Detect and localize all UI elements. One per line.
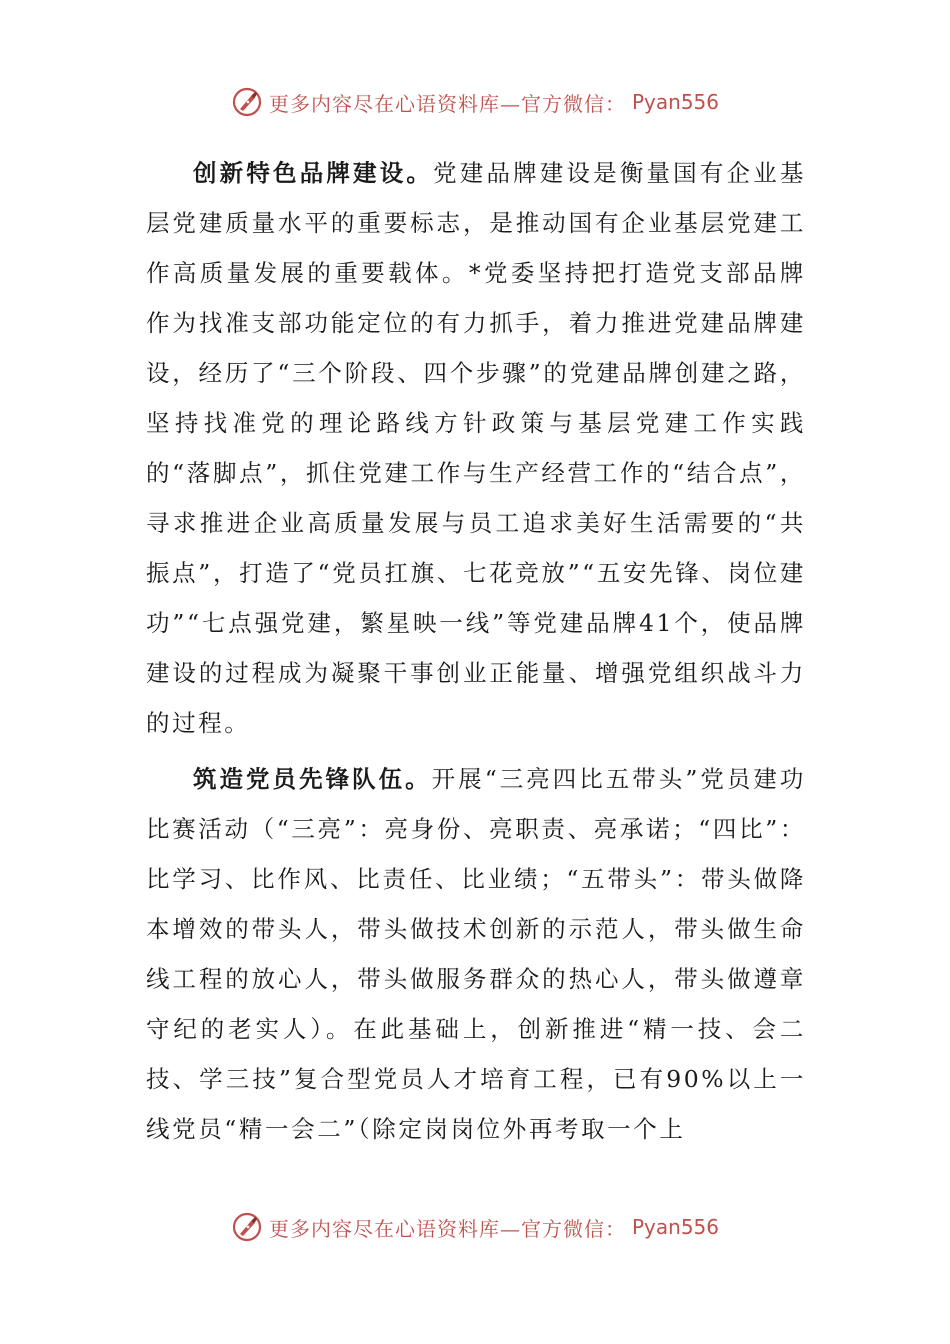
watermark-text: 更多内容尽在心语资料库—官方微信： [268, 91, 626, 116]
header-watermark [0, 86, 950, 118]
document-body [146, 148, 806, 1154]
footer-watermark [0, 1211, 950, 1243]
paragraph-heading: 创新特色品牌建设。 [193, 159, 434, 187]
paragraph-brand-building [146, 148, 806, 748]
watermark-wechat-id: Pyan556 [631, 1215, 719, 1239]
paragraph-vanguard-team [146, 754, 806, 1154]
watermark-text: 更多内容尽在心语资料库—官方微信： [268, 1216, 626, 1241]
pen-nib-logo-icon [231, 1211, 263, 1243]
pen-nib-logo-icon [231, 86, 263, 118]
paragraph-text: 党建品牌建设是衡量国有企业基层党建质量水平的重要标志，是推动国有企业基层党建工作高质量发展的重要载体。*党委坚持把打造党支部品牌作为找准支部功能定位的有力抓手，着力推进党建品牌建设，经历了“三个阶段、四个步骤”的党建品牌创建之路，坚持找准党的理论路线方针政策与基层党建工作实践的“落脚点”，抓住党建工作与生产经营工作的“结合点”，寻求推进企业高质量发展与员工追求美好生活需要的“共振点”，打造了“党员扛旗、七花竞放”“五安先锋、岗位建功”“七点强党建，繁星映一线”等党建品牌41个，使品牌建设的过程成为凝聚干事创业正能量、增强党组织战斗力的过程。 [146, 159, 806, 737]
watermark-wechat-id: Pyan556 [631, 90, 719, 114]
paragraph-heading: 筑造党员先锋队伍。 [193, 765, 432, 793]
paragraph-text: 开展“三亮四比五带头”党员建功比赛活动（“三亮”：亮身份、亮职责、亮承诺；“四比”：比学习、比作风、比责任、比业绩；“五带头”：带头做降本增效的带头人，带头做技术创新的示范人，带头做生命线工程的放心人，带头做服务群众的热心人，带头做遵章守纪的老实人）。在此基础上，创新推进“精一技、会二技、学三技”复合型党员人才培育工程，已有90%以上一线党员“精一会二”（除定岗岗位外再考取一个上 [146, 765, 807, 1143]
